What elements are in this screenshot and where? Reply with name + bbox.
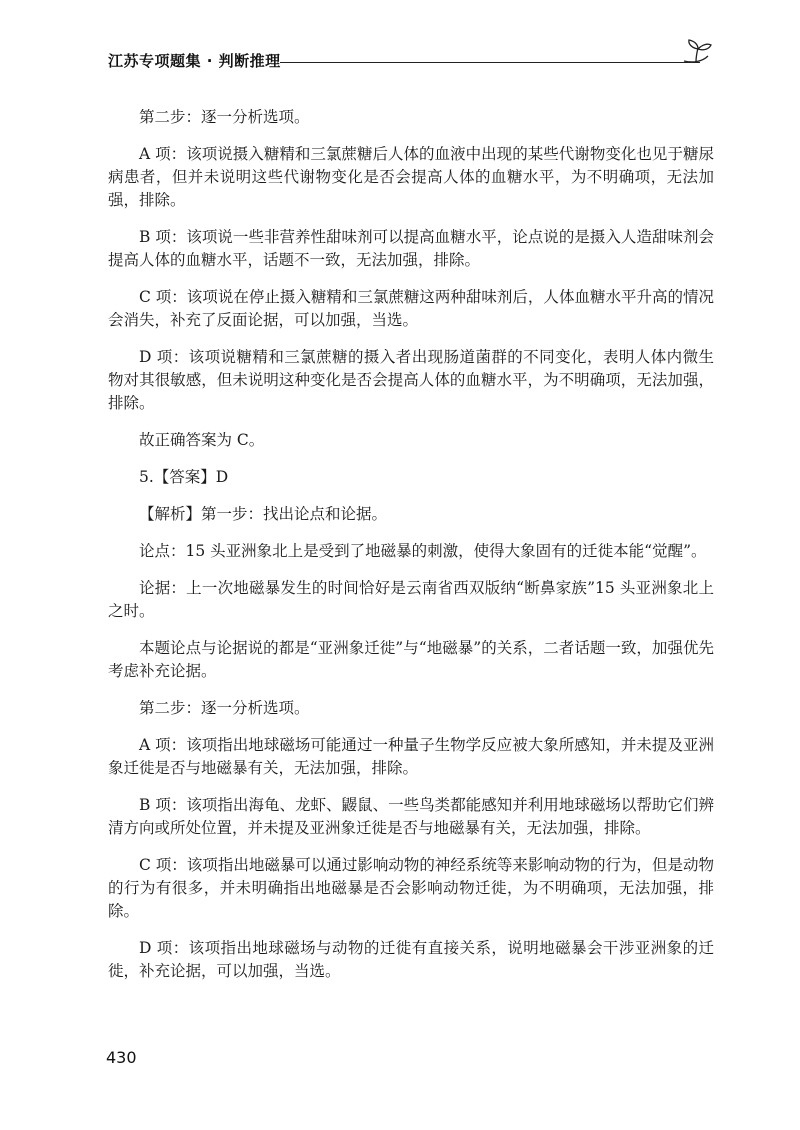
header-title: 江苏专项题集 · 判断推理 xyxy=(108,52,281,70)
paragraph-option-c-2: C 项：该项指出地磁暴可以通过影响动物的神经系统等来影响动物的行为，但是动物的行为有很多，并未明确指出地磁暴是否会影响动物迁徙，为不明确项，无法加强，排除。 xyxy=(108,856,714,920)
paragraph-option-a: A 项：该项说摄入糖精和三氯蔗糖后人体的血液中出现的某些代谢物变化也见于糖尿病患者，但并未说明这些代谢物变化是否会提高人体的血糖水平，为不明确项，无法加强，排除。 xyxy=(108,145,714,209)
paragraph-analysis-step-one: 【解析】第一步：找出论点和论据。 xyxy=(139,505,388,523)
paragraph-step-two: 第二步：逐一分析选项。 xyxy=(139,108,310,126)
paragraph-option-b: B 项：该项说一些非营养性甜味剂可以提高血糖水平，论点说的是摄入人造甜味剂会提高人体的血糖水平，话题不一致，无法加强，排除。 xyxy=(108,228,714,269)
running-header xyxy=(108,38,720,78)
paragraph-evidence: 论据：上一次地磁暴发生的时间恰好是云南省西双版纳“断鼻家族”15 头亚洲象北上之时。 xyxy=(108,579,714,620)
page-body xyxy=(108,106,714,997)
paragraph-option-c: C 项：该项说在停止摄入糖精和三氯蔗糖这两种甜味剂后，人体血糖水平升高的情况会消失，补充了反面论据，可以加强，当选。 xyxy=(108,288,714,329)
paragraph-option-a-2: A 项：该项指出地球磁场可能通过一种量子生物学反应被大象所感知，并未提及亚洲象迁徙是否与地磁暴有关，无法加强，排除。 xyxy=(108,736,714,777)
header-rule xyxy=(280,62,700,63)
paragraph-argument: 论点：15 头亚洲象北上是受到了地磁暴的刺激，使得大象固有的迁徙本能“觉醒”。 xyxy=(139,542,707,560)
paragraph-option-d: D 项：该项说糖精和三氯蔗糖的摄入者出现肠道菌群的不同变化，表明人体内微生物对其很敏感，但未说明这种变化是否会提高人体的血糖水平，为不明确项，无法加强，排除。 xyxy=(108,348,714,412)
paragraph-option-d-2: D 项：该项指出地球磁场与动物的迁徙有直接关系，说明地磁暴会干涉亚洲象的迁徙，补充论据，可以加强，当选。 xyxy=(108,939,714,980)
paragraph-step-two-b: 第二步：逐一分析选项。 xyxy=(139,699,310,717)
paragraph-answer-5: 5.【答案】D xyxy=(139,468,229,486)
page-number: 430 xyxy=(106,1048,137,1067)
paragraph-topic-relation: 本题论点与论据说的都是“亚洲象迁徙”与“地磁暴”的关系，二者话题一致，加强优先考虑补充论据。 xyxy=(108,639,714,680)
paragraph-option-b-2: B 项：该项指出海龟、龙虾、鼹鼠、一些鸟类都能感知并利用地球磁场以帮助它们辨清方向或所处位置，并未提及亚洲象迁徙是否与地磁暴有关，无法加强，排除。 xyxy=(108,796,714,837)
paragraph-conclusion: 故正确答案为 C。 xyxy=(139,431,265,449)
sprout-icon xyxy=(680,38,714,68)
